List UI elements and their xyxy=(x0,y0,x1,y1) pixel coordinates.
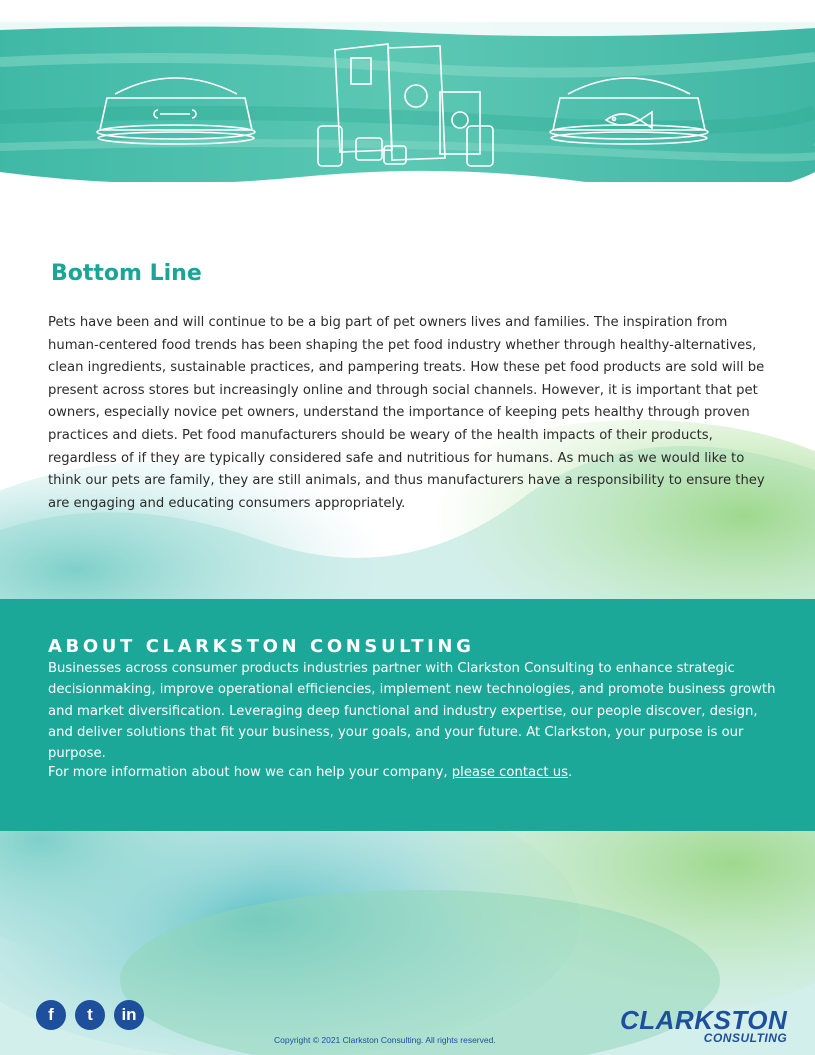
about-paragraph: Businesses across consumer products industries partner with Clarkston Consulting to enhance strategic decisionmaking, improve operational efficiencies, implement new technologies, and promote business growth and market diversification. Leveraging deep functional and industry expertise, our people discover, design, and deliver solutions that fit your business, your goals, and your future. At Clarkston, your purpose is our purpose. xyxy=(48,661,776,762)
contact-link[interactable]: please contact us xyxy=(451,765,568,780)
facebook-icon[interactable]: f xyxy=(36,1000,66,1030)
twitter-icon[interactable]: t xyxy=(75,1000,105,1030)
social-links xyxy=(36,1000,144,1030)
logo-subtitle: CONSULTING xyxy=(703,1031,788,1045)
bottom-line-paragraph: Pets have been and will continue to be a big part of pet owners lives and families. The inspiration from human-centered food trends has been shaping the pet food industry whether through healthy-alternatives, clean ingredients, sustainable practices, and pampering treats. How these pet food products are sold will be present across stores but increasingly online and through social channels. However, it is important that pet owners, especially novice pet owners, understand the importance of keeping pets healthy through proven practices and diets. Pet food manufacturers should be weary of the health impacts of their products, regardless of if they are typically considered safe and nutritious for humans. As much as we would like to think our pets are family, they are still animals, and thus manufacturers have a responsibility to ensure they are engaging and educating consumers appropriately. xyxy=(48,315,765,511)
about-heading: ABOUT CLARKSTON CONSULTING xyxy=(48,636,475,657)
section-title: Bottom Line xyxy=(51,261,202,286)
about-section xyxy=(0,599,815,831)
logo-wordmark: CLARKSTON xyxy=(620,1005,788,1035)
linkedin-icon[interactable]: in xyxy=(114,1000,144,1030)
clarkston-logo[interactable] xyxy=(620,1005,788,1045)
contact-line xyxy=(48,765,572,780)
copyright: Copyright © 2021 Clarkston Consulting. All rights reserved. xyxy=(274,1035,496,1045)
contact-suffix: . xyxy=(567,765,573,780)
banner-art xyxy=(0,22,815,192)
contact-prefix: For more information about how we can help your company, xyxy=(48,765,452,780)
header-banner xyxy=(0,22,815,192)
